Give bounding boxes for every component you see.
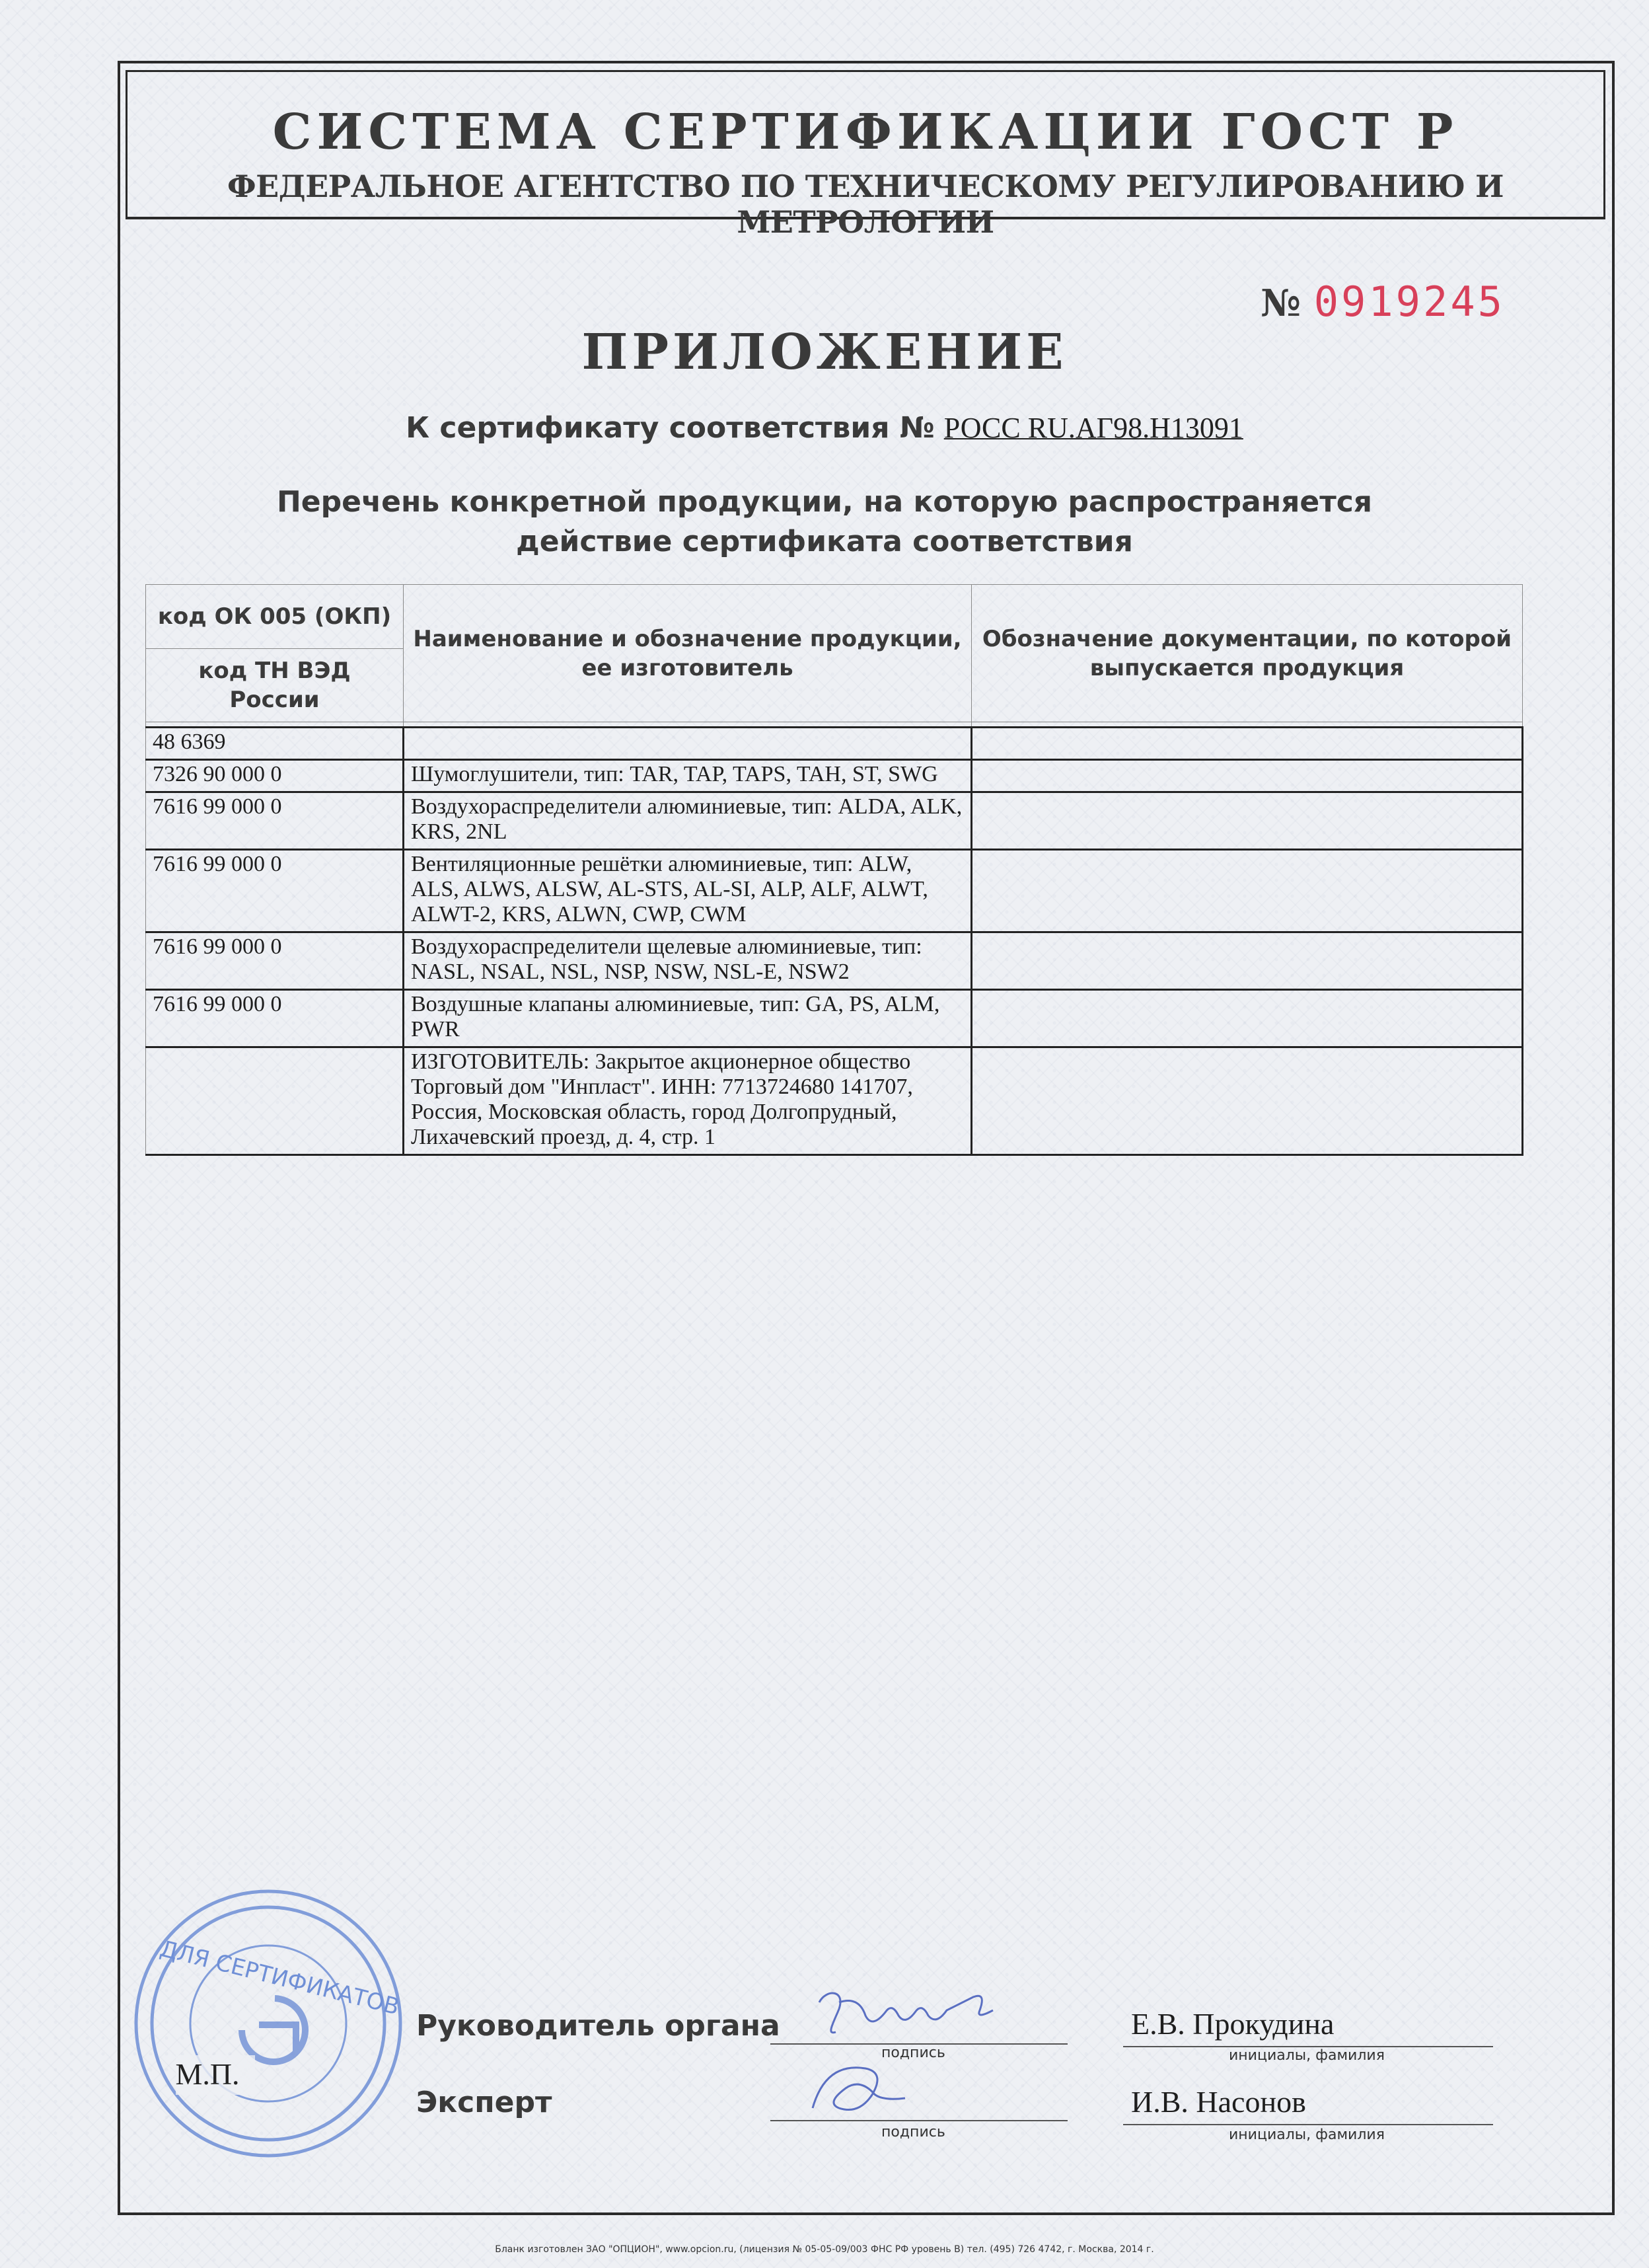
row-docs — [972, 792, 1523, 850]
row-code: 7616 99 000 0 — [146, 792, 404, 850]
expert-label: Эксперт — [416, 2086, 552, 2119]
row-name: ИЗГОТОВИТЕЛЬ: Закрытое акционерное общество Торговый дом "Инпласт". ИНН: 7713724680 141707, Россия, Московская область, город Долгопрудный, Лихачевский проезд, д. 4, стр. 1 — [404, 1047, 972, 1155]
row-code: 7616 99 000 0 — [146, 932, 404, 990]
list-title — [0, 482, 1649, 562]
expert-sign-caption: подпись — [881, 2124, 945, 2140]
row-code: 7616 99 000 0 — [146, 850, 404, 932]
header-okp: код ОК 005 (ОКП) — [146, 585, 404, 649]
expert-signature — [793, 2055, 991, 2128]
products-table — [145, 584, 1523, 1156]
head-sign-caption: подпись — [881, 2045, 945, 2061]
header-tnved: код ТН ВЭД России — [146, 649, 404, 722]
row-docs — [972, 850, 1523, 932]
row-docs — [972, 932, 1523, 990]
footer-imprint: Бланк изготовлен ЗАО "ОПЦИОН", www.opcion.ru, (лицензия № 05-05-09/003 ФНС РФ уровень В) тел. (495) 726 4742, г. Москва, 2014 г. — [495, 2244, 1154, 2255]
row-name: Воздухораспределители щелевые алюминиевые, тип: NASL, NSAL, NSL, NSP, NSW, NSL-E, NSW2 — [404, 932, 972, 990]
head-name-caption: инициалы, фамилия — [1229, 2047, 1385, 2064]
certificate-number: РОСС RU.АГ98.Н13091 — [943, 412, 1243, 444]
form-number-value: 0919245 — [1313, 278, 1505, 326]
certificate-line — [0, 411, 1649, 445]
expert-name-caption: инициалы, фамилия — [1229, 2127, 1385, 2143]
header-box — [126, 70, 1605, 240]
row-code — [146, 1047, 404, 1155]
list-title-line1: Перечень конкретной продукции, на которую распространяется — [276, 485, 1373, 519]
row-docs — [972, 728, 1523, 760]
gost-logo-icon — [242, 1998, 305, 2062]
expert-name: И.В. Насонов — [1131, 2085, 1306, 2119]
row-docs — [972, 1047, 1523, 1155]
head-label: Руководитель органа — [416, 2009, 780, 2043]
table-row — [146, 1047, 1523, 1155]
agency-title: ФЕДЕРАЛЬНОЕ АГЕНТСТВО ПО ТЕХНИЧЕСКОМУ РЕГУЛИРОВАНИЮ И МЕТРОЛОГИИ — [227, 169, 1504, 240]
head-signature — [793, 1983, 1070, 2049]
expert-name-line — [1123, 2124, 1493, 2125]
appendix-title: ПРИЛОЖЕНИЕ — [581, 324, 1068, 381]
header-docs: Обозначение документации, по которой выпускается продукция — [972, 585, 1523, 722]
certificate-label: К сертификату соответствия № — [406, 411, 935, 445]
number-sign: № — [1261, 282, 1301, 325]
table-row — [146, 850, 1523, 932]
form-number — [1261, 278, 1505, 326]
row-code: 7616 99 000 0 — [146, 990, 404, 1047]
row-name: Воздухораспределители алюминиевые, тип: ALDA, ALK, KRS, 2NL — [404, 792, 972, 850]
row-name — [404, 728, 972, 760]
row-docs — [972, 990, 1523, 1047]
table-row — [146, 932, 1523, 990]
stamp-mp-label: М.П. — [175, 2057, 240, 2091]
table-row — [146, 728, 1523, 760]
table-row — [146, 990, 1523, 1047]
row-code: 48 6369 — [146, 728, 404, 760]
row-name: Шумоглушители, тип: TAR, TAP, TAPS, TAH, ST, SWG — [404, 760, 972, 792]
row-name: Воздушные клапаны алюминиевые, тип: GA, PS, ALM, PWR — [404, 990, 972, 1047]
system-title: СИСТЕМА СЕРТИФИКАЦИИ ГОСТ Р — [272, 104, 1459, 161]
header-name: Наименование и обозначение продукции, ее изготовитель — [404, 585, 972, 722]
table-spacer-row — [146, 722, 1523, 728]
row-code: 7326 90 000 0 — [146, 760, 404, 792]
list-title-line2: действие сертификата соответствия — [516, 525, 1133, 558]
row-docs — [972, 760, 1523, 792]
stamp-text: ДЛЯ СЕРТИФИКАТОВ — [157, 1935, 402, 2021]
certification-stamp — [129, 1885, 407, 2162]
table-row — [146, 792, 1523, 850]
row-name: Вентиляционные решётки алюминиевые, тип: ALW, ALS, ALWS, ALSW, AL-STS, AL-SI, ALP, ALF, ALWT, ALWT-2, KRS, ALWN, CWP, CWM — [404, 850, 972, 932]
head-name: Е.В. Прокудина — [1131, 2007, 1335, 2041]
table-row — [146, 760, 1523, 792]
